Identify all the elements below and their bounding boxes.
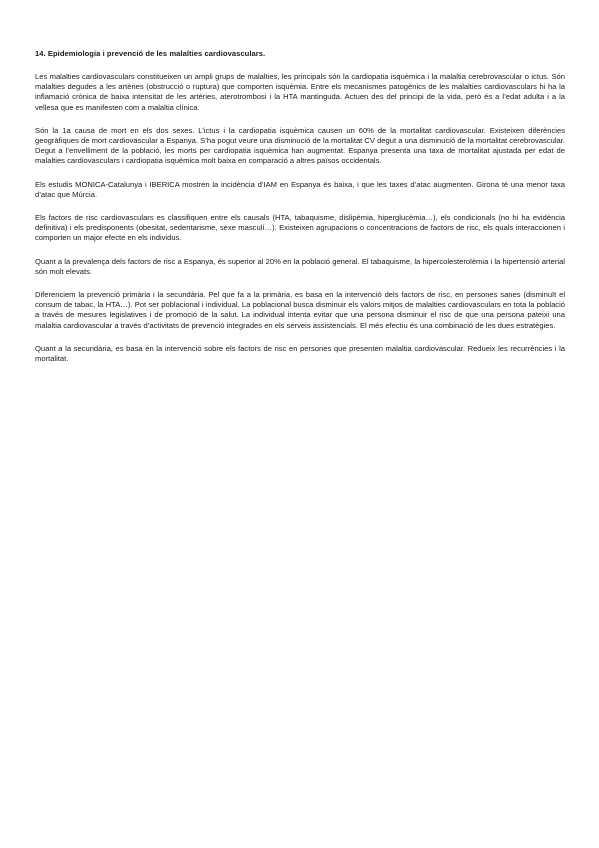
paragraph-mortality: Són la 1a causa de mort en els dos sexes. L’ictus i la cardiopatia isquèmica causen un 60% de la mortalitat cardiovascular. Existeixen diferències geogràfiques de mort cardiovascular a Espanya. S’ha pogut veure una disminució de la mortalitat CV degut a una disminució de la mortalitat cerebrovascular. Degut a l’envelliment de la població, les morts per cardiopatia isquèmica han augmentat. Espanya presenta una taxa de mortalitat ajustada per edat de malalties cardiovasculars i cardiopatia isquèmica molt baixa en comparació a altres països occidentals. xyxy=(35,125,565,166)
paragraph-incidence: Els estudis MONICA-Catalunya i IBERICA mostren la incidència d’IAM en Espanya és baixa, i que les taxes d’atac augmenten. Girona té una menor taxa d’atac que Múrcia. xyxy=(35,179,565,199)
section-title: 14. Epidemiologia i prevenció de les malalties cardiovasculars. xyxy=(35,49,266,58)
paragraph-definition: Les malalties cardiovasculars constitueixen un ampli grups de malalties, les principals són la cardiopatia isquèmica i la malaltia cerebrovascular o ictus. Són malalties degudes a les artèries (obstrucció o ruptura) que comporten isquèmia. Entre els mecanismes patogènics de les malalties cardiovasculars hi ha la inflamació crònica de baixa intensitat de les artèries, aterotrombosi i la HTA mantinguda. Actuen des del principi de la vida, però és a l’edat adulta i a la vellesa que es manifesten com a malaltia clínica. xyxy=(35,72,565,112)
paragraph-risk-factors: Els factors de risc cardiovasculars es classifiquen entre els causals (HTA, tabaquisme, dislipèmia, hiperglucèmia…), els condicionals (no hi ha evidència definitiva) i els predisponents (obesitat, sedentarisme, sexe masculí…). Existeixen agrupacions o concentracions de factors de risc, els quals interaccionen i comporten un major efecte en els individus. xyxy=(35,213,565,243)
paragraph-primary-prevention: Diferenciem la prevenció primària i la secundària. Pel que fa a la primària, es basa en la intervenció dels factors de risc, en persones sanes (disminuït el consum de tabac, la HTA…). Pot ser poblacional i individual. La poblacional busca disminuir els valors mitjos de malalties cardiovasculars en tota la població a través de mesures legislatives i de promoció de la salut. La individual intenta evitar que una persona disminuir el risc de que una persona pateixi una malaltia cardiovascular a través d’activitats de prevenció integrades en els serveis assistencials. El més efectiu és una combinació de les dues estratègies. xyxy=(35,290,565,330)
document-page xyxy=(35,49,565,377)
paragraph-secondary-prevention: Quant a la secundària, es basa en la intervenció sobre els factors de risc en persones que presenten malaltia cardiovascular. Redueix les recurrències i la mortalitat. xyxy=(35,343,565,364)
paragraph-prevalence: Quant a la prevalença dels factors de risc a Espanya, és superior al 20% en la població general. El tabaquisme, la hipercolesterolèmia i la hipertensió arterial són molt elevats. xyxy=(35,256,565,276)
